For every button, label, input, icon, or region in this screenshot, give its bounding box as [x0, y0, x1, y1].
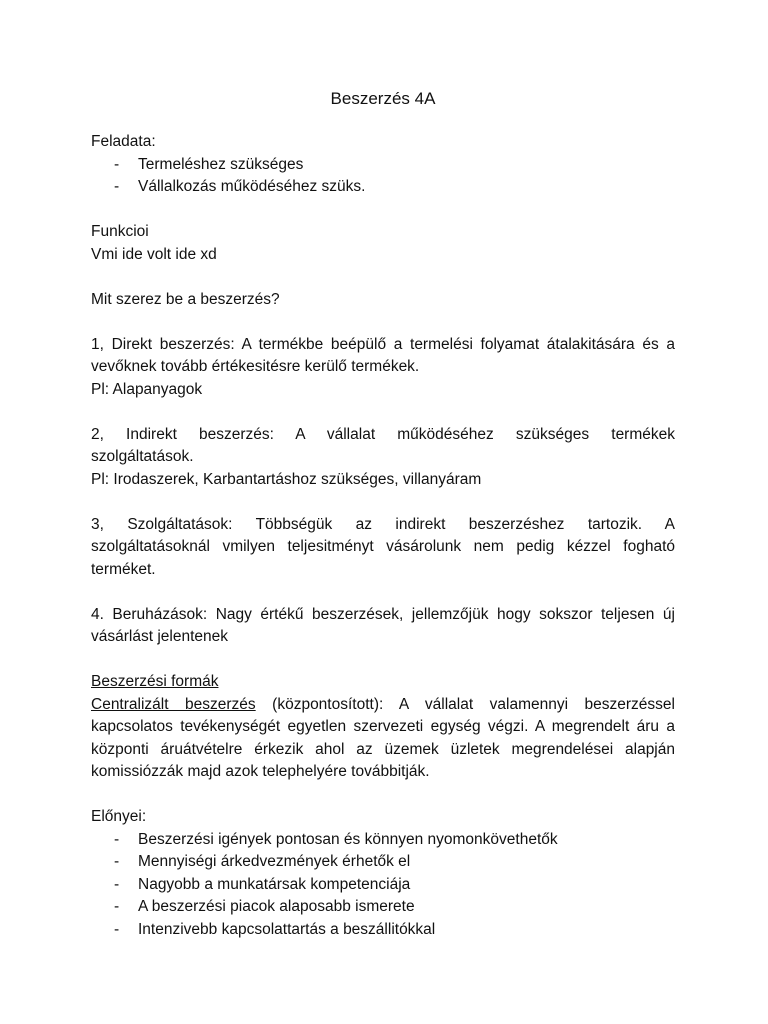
direkt-example: Pl: Alapanyagok	[91, 380, 203, 398]
spacer	[91, 649, 675, 672]
spacer	[91, 581, 675, 604]
list-item-text: A beszerzési piacok alaposabb ismerete	[138, 898, 415, 915]
list-item	[91, 919, 675, 942]
list-item	[91, 176, 675, 199]
document-body	[91, 86, 675, 941]
list-item-text: Beszerzési igények pontosan és könnyen nyomonkövethetők	[138, 830, 558, 848]
direkt-line-1: 1, Direkt beszerzés: A termékbe beépülő a termelési folyamat átalakitására és a	[91, 335, 675, 353]
dash-bullet: -	[114, 853, 120, 870]
formak-line-3: központi áruátvételre érkezik ahol az üzemek üzletek megrendelései alapján	[91, 740, 675, 758]
indirekt-example: Pl: Irodaszerek, Karbantartáshoz szükséges, villanyáram	[91, 470, 482, 488]
formak-line-4: komissiózzák majd azok telephelyére továbbitják.	[91, 763, 430, 780]
formak-heading: Beszerzési formák	[91, 673, 219, 690]
direkt-line-2: vevőknek tovább értékesitésre kerülő termékek.	[91, 358, 420, 375]
formak-line-2: kapcsolatos tevékenységét egyetlen szervezeti egység végzi. A megrendelt áru a	[91, 718, 675, 735]
list-item-text: Intenzivebb kapcsolattartás a beszállitókkal	[138, 920, 436, 938]
indirekt-line-2: szolgáltatások.	[91, 448, 194, 465]
funkcioi-heading: Funkcioi	[91, 223, 149, 240]
szolgaltatasok-line-1: 3, Szolgáltatások: Többségük az indirekt beszerzéshez tartozik. A	[91, 515, 675, 533]
list-item	[91, 874, 675, 897]
dash-bullet: -	[114, 155, 120, 173]
beruhazasok-line-2: vásárlást jelentenek	[91, 628, 228, 645]
indirekt-line-1: 2, Indirekt beszerzés: A vállalat működéséhez szükséges termékek	[91, 425, 675, 443]
feladata-list	[91, 154, 675, 199]
spacer	[91, 401, 675, 424]
page-title: Beszerzés 4A	[330, 89, 436, 108]
list-item-text: Nagyobb a munkatársak kompetenciája	[138, 875, 411, 893]
question-line: Mit szerez be a beszerzés?	[91, 290, 280, 308]
list-item-text: Mennyiségi árkedvezmények érhetők el	[138, 853, 411, 870]
dash-bullet: -	[114, 920, 120, 938]
list-item-text: Termeléshez szükséges	[138, 155, 304, 173]
list-item	[91, 154, 675, 177]
beruhazasok-line-1: 4. Beruházások: Nagy értékű beszerzések, jellemzőjük hogy sokszor teljesen új	[91, 605, 675, 623]
list-item-text: Vállalkozás működéséhez szüks.	[138, 178, 366, 195]
dash-bullet: -	[114, 830, 120, 848]
spacer	[91, 491, 675, 514]
feladata-heading: Feladata:	[91, 133, 156, 150]
spacer	[91, 311, 675, 334]
dash-bullet: -	[114, 875, 120, 893]
centralized-line-rest: (központosított): A vállalat valamennyi beszerzéssel	[255, 695, 675, 713]
elonyei-heading: Előnyei:	[91, 808, 147, 825]
dash-bullet: -	[114, 898, 120, 915]
spacer	[91, 199, 675, 222]
list-item	[91, 896, 675, 919]
spacer	[91, 784, 675, 807]
dash-bullet: -	[114, 178, 120, 195]
funkcioi-line: Vmi ide volt ide xd	[91, 245, 217, 263]
szolgaltatasok-line-2: szolgáltatásoknál vmilyen teljesitményt vásárolunk nem pedig kézzel fogható	[91, 538, 675, 555]
spacer	[91, 266, 675, 289]
list-item	[91, 829, 675, 852]
formak-line-1	[91, 694, 675, 717]
szolgaltatasok-line-3: terméket.	[91, 560, 156, 578]
elonyei-list	[91, 829, 675, 942]
list-item	[91, 851, 675, 874]
centralized-label: Centralizált beszerzés	[91, 695, 256, 713]
